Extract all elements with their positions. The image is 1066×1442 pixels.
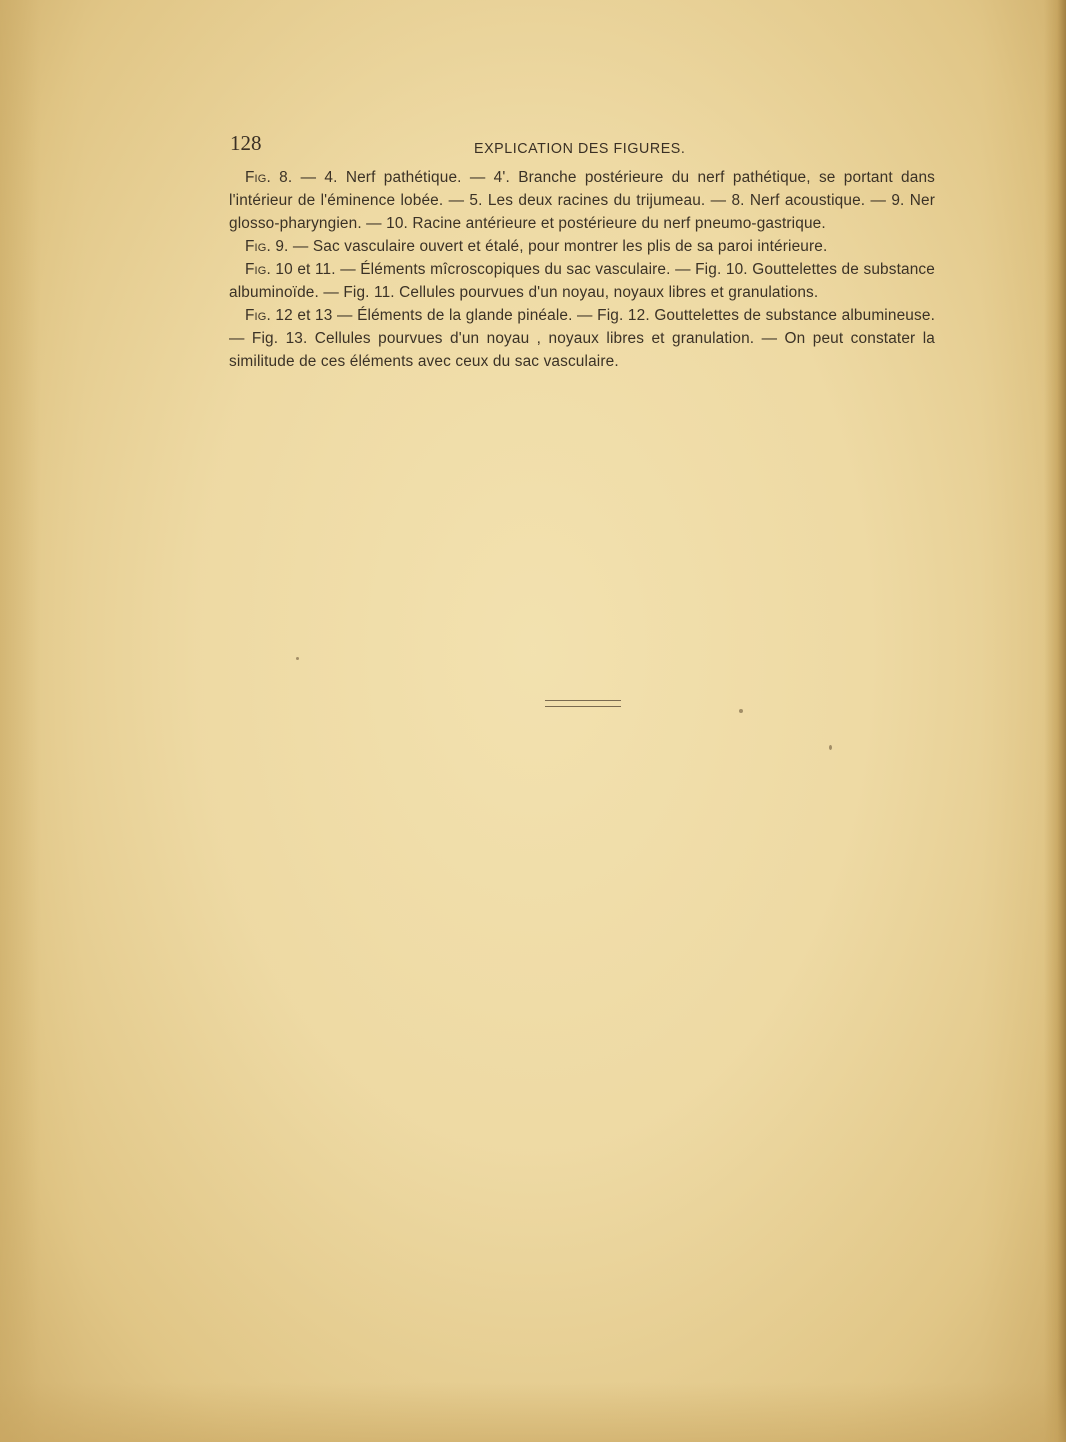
page-edge-shadow-bottom: [0, 1382, 1066, 1442]
fig-label: Fig. 8.: [245, 169, 293, 186]
page-number: 128: [230, 131, 262, 155]
paragraph-text: 12 et 13 — Éléments de la glande pinéale. — Fig. 12. Gouttelettes de substance albumineuse. — Fig. 13. Cellules pourvues d'un noyau , noyaux libres et granulation. — On peut constater la similitude de ces éléments avec ceux du sac vasculaire.: [229, 307, 935, 370]
paper-speck: [829, 745, 832, 750]
paragraph-text: — Sac vasculaire ouvert et étalé, pour montrer les plis de sa paroi intérieure.: [288, 238, 828, 255]
paragraph-fig-9: [229, 235, 935, 258]
fig-label: Fig.: [245, 307, 271, 324]
paragraph-fig-10-11: [229, 258, 935, 304]
fig-label: Fig.: [245, 261, 271, 278]
page-edge-shadow-right: [1044, 0, 1066, 1442]
paper-speck: [296, 657, 299, 660]
fig-label: Fig. 9.: [245, 238, 289, 255]
closing-double-rule: [545, 700, 621, 707]
figure-explanations: [229, 166, 935, 373]
paragraph-text: 10 et 11. — Éléments mîcroscopiques du sac vasculaire. — Fig. 10. Gouttelettes de substance albuminoïde. — Fig. 11. Cellules pourvues d'un noyau, noyaux libres et granulations.: [229, 261, 935, 301]
paragraph-fig-12-13: [229, 304, 935, 373]
running-title: EXPLICATION DES FIGURES.: [474, 140, 686, 157]
paragraph-fig-8: [229, 166, 935, 235]
paper-speck: [739, 709, 743, 713]
paragraph-text: — 4. Nerf pathétique. — 4'. Branche postérieure du nerf pathétique, se portant dans l'intérieur de l'éminence lobée. — 5. Les deux racines du trijumeau. — 8. Nerf acoustique. — 9. Ner glosso-pharyngien. — 10. Racine antérieure et postérieure du nerf pneumo-gastrique.: [229, 169, 936, 232]
page-edge-shadow-left: [0, 0, 40, 1442]
